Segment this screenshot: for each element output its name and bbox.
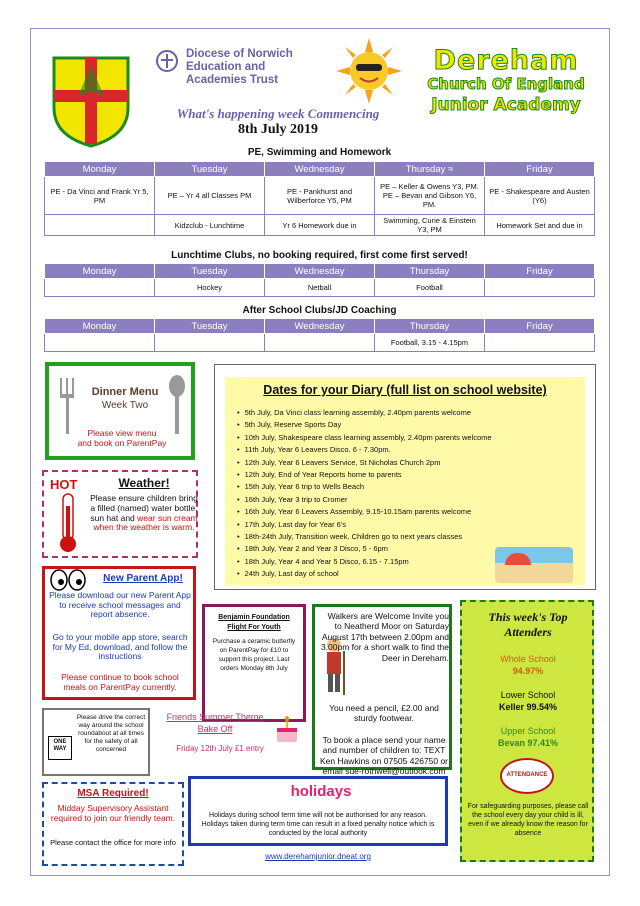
weather-box [42, 470, 198, 558]
lunch-cell [485, 279, 595, 297]
pe-cell: Swimming, Curie & Einstein Y3, PM [375, 215, 485, 236]
weather-title: Weather! [118, 476, 170, 490]
safeguarding-text: For safeguarding purposes, please call the school every day your child is ill, even if we already know the reason for absence [467, 803, 589, 837]
swimmer-icon: ≈ [448, 163, 454, 175]
diary-item: • 18th-24th July, Transition week. Children go to next years classes [237, 531, 577, 543]
msa-box [42, 782, 184, 866]
beach-image [495, 547, 573, 583]
benjamin-text: Purchase a ceramic butterfly on ParentPay for £10 to support this project. Last orders Monday 8th July [212, 638, 296, 672]
walkers-text: You need a pencil, £2.00 and sturdy footwear. [329, 703, 439, 724]
diocese-name: Diocese of Norwich Education and Academies Trust [186, 48, 293, 86]
walkers-text: Walkers are Welcome Invite you to Neatherd Moor on Saturday August 17th between 2.00pm and 3.00pm for a short walk to find the Deer in Dereham. [320, 611, 449, 663]
diary-item: • 12th July, End of Year Reports home to parents [237, 469, 577, 481]
pe-day-header: Tuesday [155, 162, 265, 177]
week-date: 8th July 2019 [237, 122, 319, 137]
pe-section-title: PE, Swimming and Homework [247, 147, 392, 158]
holidays-heading: holidays [290, 783, 352, 800]
school-shield-logo [52, 56, 130, 148]
friends-bake-off [158, 710, 308, 770]
pe-cell: PE - Da Vinci and Frank Yr 5, PM [45, 177, 155, 215]
upper-school-label: Upper School [500, 726, 556, 736]
thermometer-icon [48, 476, 88, 554]
diary-item: • 12th July, Year 6 Leavers Service, St Nicholas Church 2pm [237, 457, 577, 469]
diary-item: • 5th July, Reserve Sports Day [237, 419, 577, 431]
school-name: Dereham Church Of England Junior Academy [427, 45, 585, 115]
holidays-text: Holidays during school term time will not be authorised for any reason. Holidays taken during term time can result in a fixed penalty notice which is conducted by the local authority [201, 812, 435, 837]
after-cell: Football, 3.15 - 4.15pm [375, 334, 485, 352]
pe-cell: PE – Yr 4 all Classes PM [155, 177, 265, 215]
friends-date: Friday 12th July £1 entry [176, 744, 264, 753]
after-cell [45, 334, 155, 352]
cross-icon [156, 50, 178, 72]
svg-text:HOT: HOT [50, 477, 78, 492]
holidays-box [188, 776, 448, 846]
one-way-text: Please drive the correct way around the school roundabout at all times for the safety of all concerned [76, 714, 146, 753]
diary-item: • 16th July, Year 3 trip to Cromer [237, 494, 577, 506]
dinner-menu-text: Please view menu [87, 428, 157, 438]
diary-item: • 15th July, Year 6 trip to Wells Beach [237, 481, 577, 493]
pe-cell: PE – Keller & Owens Y3, PM. PE – Bevan and Gibson Y6, PM. [375, 177, 485, 215]
diary-item: • 10th July, Shakespeare class learning assembly, 2.40pm parents welcome [237, 432, 577, 444]
dinner-menu-text: and book on ParentPay [77, 438, 167, 448]
after-day-header: Wednesday [265, 319, 375, 334]
pe-day-header: Friday [485, 162, 595, 177]
benjamin-foundation-box [202, 604, 306, 722]
lunch-day-header: Thursday [375, 264, 485, 279]
lunch-day-header: Wednesday [265, 264, 375, 279]
walkers-text: To book a place send your name and number of children to: TEXT Ken Hawkins on 07505 426750 or email sue-rothwell@outlook.com [319, 735, 449, 777]
after-school-table [44, 318, 595, 352]
diary-item: • 5th July, Da Vinci class learning assembly, 2.40pm parents welcome [237, 407, 577, 419]
diary-item: • 18th July, Year 2 and Year 3 Disco, 5 - 6pm [237, 543, 577, 555]
lunch-cell: Hockey [155, 279, 265, 297]
pe-day-header: Thursday ≈ [375, 162, 485, 177]
pe-table [44, 161, 595, 236]
week-title: What's happening week Commencing [176, 106, 380, 121]
pe-cell: Yr 6 Homework due in [265, 215, 375, 236]
dinner-menu-title: Dinner Menu [91, 386, 159, 398]
friends-title: Bake Off [197, 724, 233, 734]
diary-item: • 16th July, Year 6 Leavers Assembly, 9.15-10.15am parents welcome [237, 506, 577, 518]
diary-item: • 24th July, Last day of school [237, 568, 577, 580]
msa-text: Midday Supervisory Assistant required to join our friendly team. [50, 803, 176, 823]
lower-school-label: Lower School [500, 690, 556, 700]
dinner-menu-box [45, 362, 195, 460]
after-day-header: Monday [45, 319, 155, 334]
parent-app-box [42, 566, 196, 700]
lunch-cell: Football [375, 279, 485, 297]
spoon-icon [165, 374, 189, 436]
dinner-menu-week: Week Two [101, 400, 149, 411]
benjamin-title: Benjamin Foundation Flight For Youth [218, 614, 290, 631]
after-cell [485, 334, 595, 352]
parent-app-text: Please download our new Parent App to receive school messages and report absence. [49, 590, 191, 620]
after-day-header: Friday [485, 319, 595, 334]
lunch-day-header: Monday [45, 264, 155, 279]
upper-school-value: Bevan 97.41% [497, 738, 559, 748]
diary-item: • 17th July, Last day for Year 6's [237, 519, 577, 531]
lunch-table [44, 263, 595, 297]
parent-app-text: Please continue to book school meals on ParentPay currently. [61, 672, 179, 692]
one-way-box [42, 708, 150, 776]
diary-item: • 18th July, Year 4 and Year 5 Disco, 6.15 - 7.15pm [237, 556, 577, 568]
lunch-day-header: Tuesday [155, 264, 265, 279]
after-school-section-title: After School Clubs/JD Coaching [242, 305, 397, 316]
lunch-cell [45, 279, 155, 297]
whole-school-label: Whole School [500, 654, 556, 664]
pe-cell: PE - Pankhurst and Wilberforce Y5, PM [265, 177, 375, 215]
after-cell [265, 334, 375, 352]
pe-cell [45, 215, 155, 236]
cake-icon [274, 714, 300, 744]
pe-cell: PE - Shakespeare and Austen (Y6) [485, 177, 595, 215]
school-website-link[interactable]: www.derehamjunior.dneat.org [265, 852, 371, 861]
msa-title: MSA Required! [77, 788, 149, 799]
diary-title: Dates for your Diary (full list on school website) [263, 383, 547, 397]
lunch-day-header: Friday [485, 264, 595, 279]
sun-icon [336, 38, 402, 104]
after-day-header: Tuesday [155, 319, 265, 334]
whole-school-value: 94.97% [512, 666, 544, 676]
msa-contact: Please contact the office for more info [50, 838, 176, 847]
pe-cell: Homework Set and due in [485, 215, 595, 236]
pe-day-header: Monday [45, 162, 155, 177]
attendance-badge-icon: ATTENDANCE [500, 758, 554, 794]
lunch-section-title: Lunchtime Clubs, no booking required, first come first served! [171, 250, 468, 261]
parent-app-title: New Parent App! [103, 573, 183, 584]
diary-box [214, 364, 596, 590]
parent-app-text: Go to your mobile app store, search for My Ed, download, and follow the instructions [52, 632, 188, 662]
walkers-box [312, 604, 452, 777]
attendance-title: This week's Top Attenders [488, 610, 568, 639]
lower-school-value: Keller 99.54% [498, 702, 558, 712]
fork-icon [57, 376, 77, 436]
after-day-header: Thursday [375, 319, 485, 334]
diocese-logo [156, 48, 293, 87]
pe-cell: Kidzclub - Lunchtime [155, 215, 265, 236]
weather-text: Please ensure children bring a filled (named) water bottle, sun hat and wear sun cream when the weather is warm. [90, 493, 198, 533]
friends-title: Friends Summer Theme [166, 712, 264, 722]
one-way-sign-icon: ONE WAY [48, 736, 72, 760]
lunch-cell: Netball [265, 279, 375, 297]
diary-item: • 11th July, Year 6 Leavers Disco. 6 - 7.30pm. [237, 444, 577, 456]
pe-day-header: Wednesday [265, 162, 375, 177]
eyes-icon [49, 569, 87, 591]
after-cell [155, 334, 265, 352]
diary-note [225, 377, 585, 585]
attendance-box [460, 600, 594, 862]
